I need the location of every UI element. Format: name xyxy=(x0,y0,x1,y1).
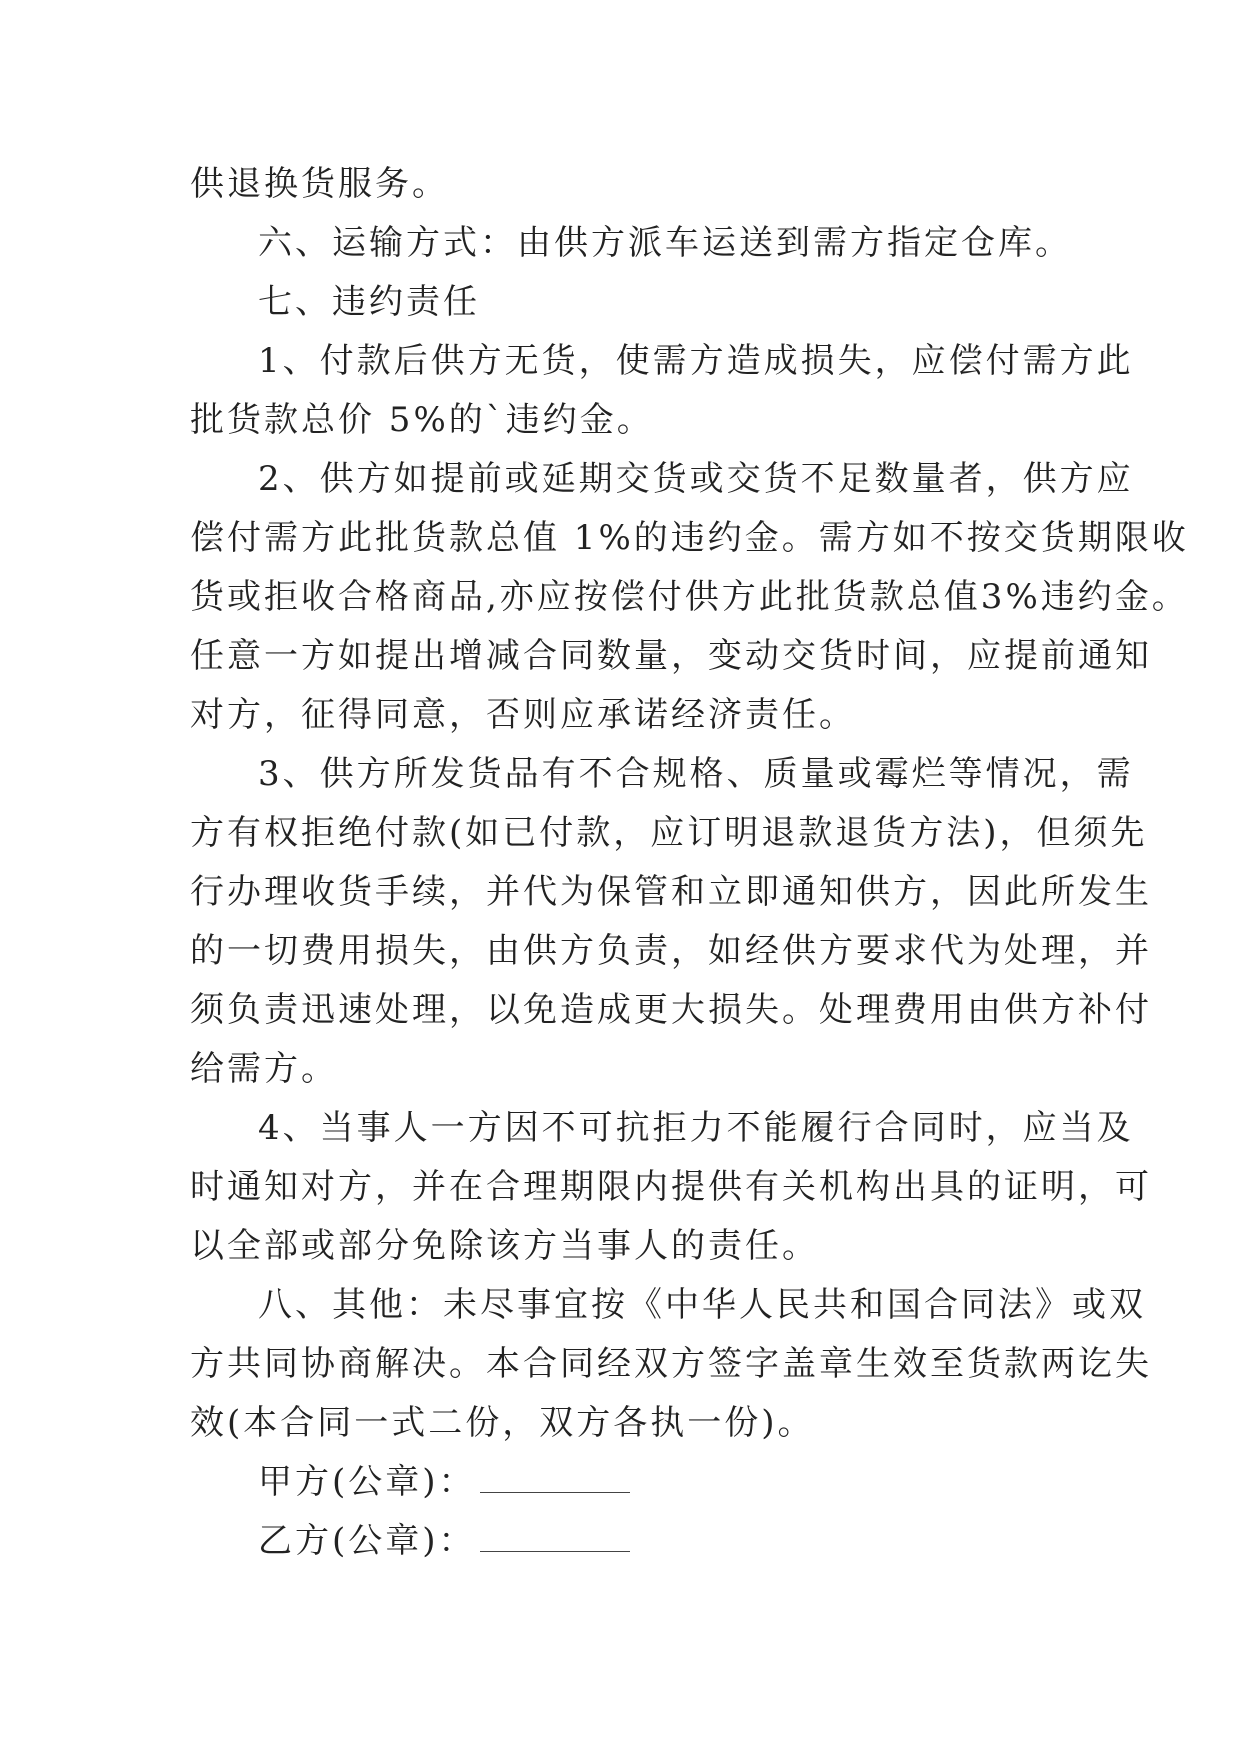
text-line: 批货款总价 5%的`违约金。 xyxy=(190,400,654,440)
text-line: 的一切费用损失，由供方负责，如经供方要求代为处理，并 xyxy=(190,931,1152,971)
text-line: 4、当事人一方因不可抗拒力不能履行合同时，应当及 xyxy=(258,1108,1134,1148)
paragraph-clause-1 xyxy=(190,332,1134,450)
paragraph-clause-2 xyxy=(190,450,1189,745)
signature-label: 甲方(公章)： xyxy=(258,1462,476,1502)
text-line: 3、供方所发货品有不合规格、质量或霉烂等情况，需 xyxy=(258,754,1134,794)
text-line: 须负责迅速处理，以免造成更大损失。处理费用由供方补付 xyxy=(190,990,1152,1030)
signature-label: 乙方(公章)： xyxy=(258,1521,476,1561)
text-line: 任意一方如提出增减合同数量，变动交货时间，应提前通知 xyxy=(190,636,1152,676)
paragraph-service xyxy=(190,155,1052,214)
paragraph-transport xyxy=(190,214,1072,273)
text-line: 方共同协商解决。本合同经双方签字盖章生效至货款两讫失 xyxy=(190,1344,1152,1384)
paragraph-clause-3 xyxy=(190,745,1152,1099)
text-line: 货或拒收合格商品,亦应按偿付供方此批货款总值3%违约金。 xyxy=(190,577,1189,617)
text-line: 六、运输方式：由供方派车运送到需方指定仓库。 xyxy=(258,223,1072,263)
text-line: 行办理收货手续，并代为保管和立即通知供方，因此所发生 xyxy=(190,872,1152,912)
heading-breach-liability xyxy=(190,273,1052,332)
signature-blank xyxy=(480,1462,630,1493)
text-line: 1、付款后供方无货，使需方造成损失，应偿付需方此 xyxy=(258,341,1134,381)
signature-party-a xyxy=(190,1453,1052,1512)
paragraph-other xyxy=(190,1276,1152,1453)
text-line: 效(本合同一式二份，双方各执一份)。 xyxy=(190,1403,815,1443)
document-body xyxy=(190,155,1189,1571)
text-line: 以全部或部分免除该方当事人的责任。 xyxy=(190,1226,819,1266)
paragraph-clause-4 xyxy=(190,1099,1152,1276)
text-line: 八、其他：未尽事宜按《中华人民共和国合同法》或双 xyxy=(258,1285,1146,1325)
signature-blank xyxy=(480,1521,630,1552)
text-line: 给需方。 xyxy=(190,1049,338,1089)
text-line: 供退换货服务。 xyxy=(190,164,449,204)
text-line: 2、供方如提前或延期交货或交货不足数量者，供方应 xyxy=(258,459,1134,499)
signature-party-b xyxy=(190,1512,1052,1571)
text-line: 方有权拒绝付款(如已付款，应订明退款退货方法)，但须先 xyxy=(190,813,1148,853)
text-line: 偿付需方此批货款总值 1%的违约金。需方如不按交货期限收 xyxy=(190,518,1189,558)
text-line: 七、违约责任 xyxy=(258,282,480,322)
text-line: 时通知对方，并在合理期限内提供有关机构出具的证明，可 xyxy=(190,1167,1152,1207)
text-line: 对方，征得同意，否则应承诺经济责任。 xyxy=(190,695,856,735)
